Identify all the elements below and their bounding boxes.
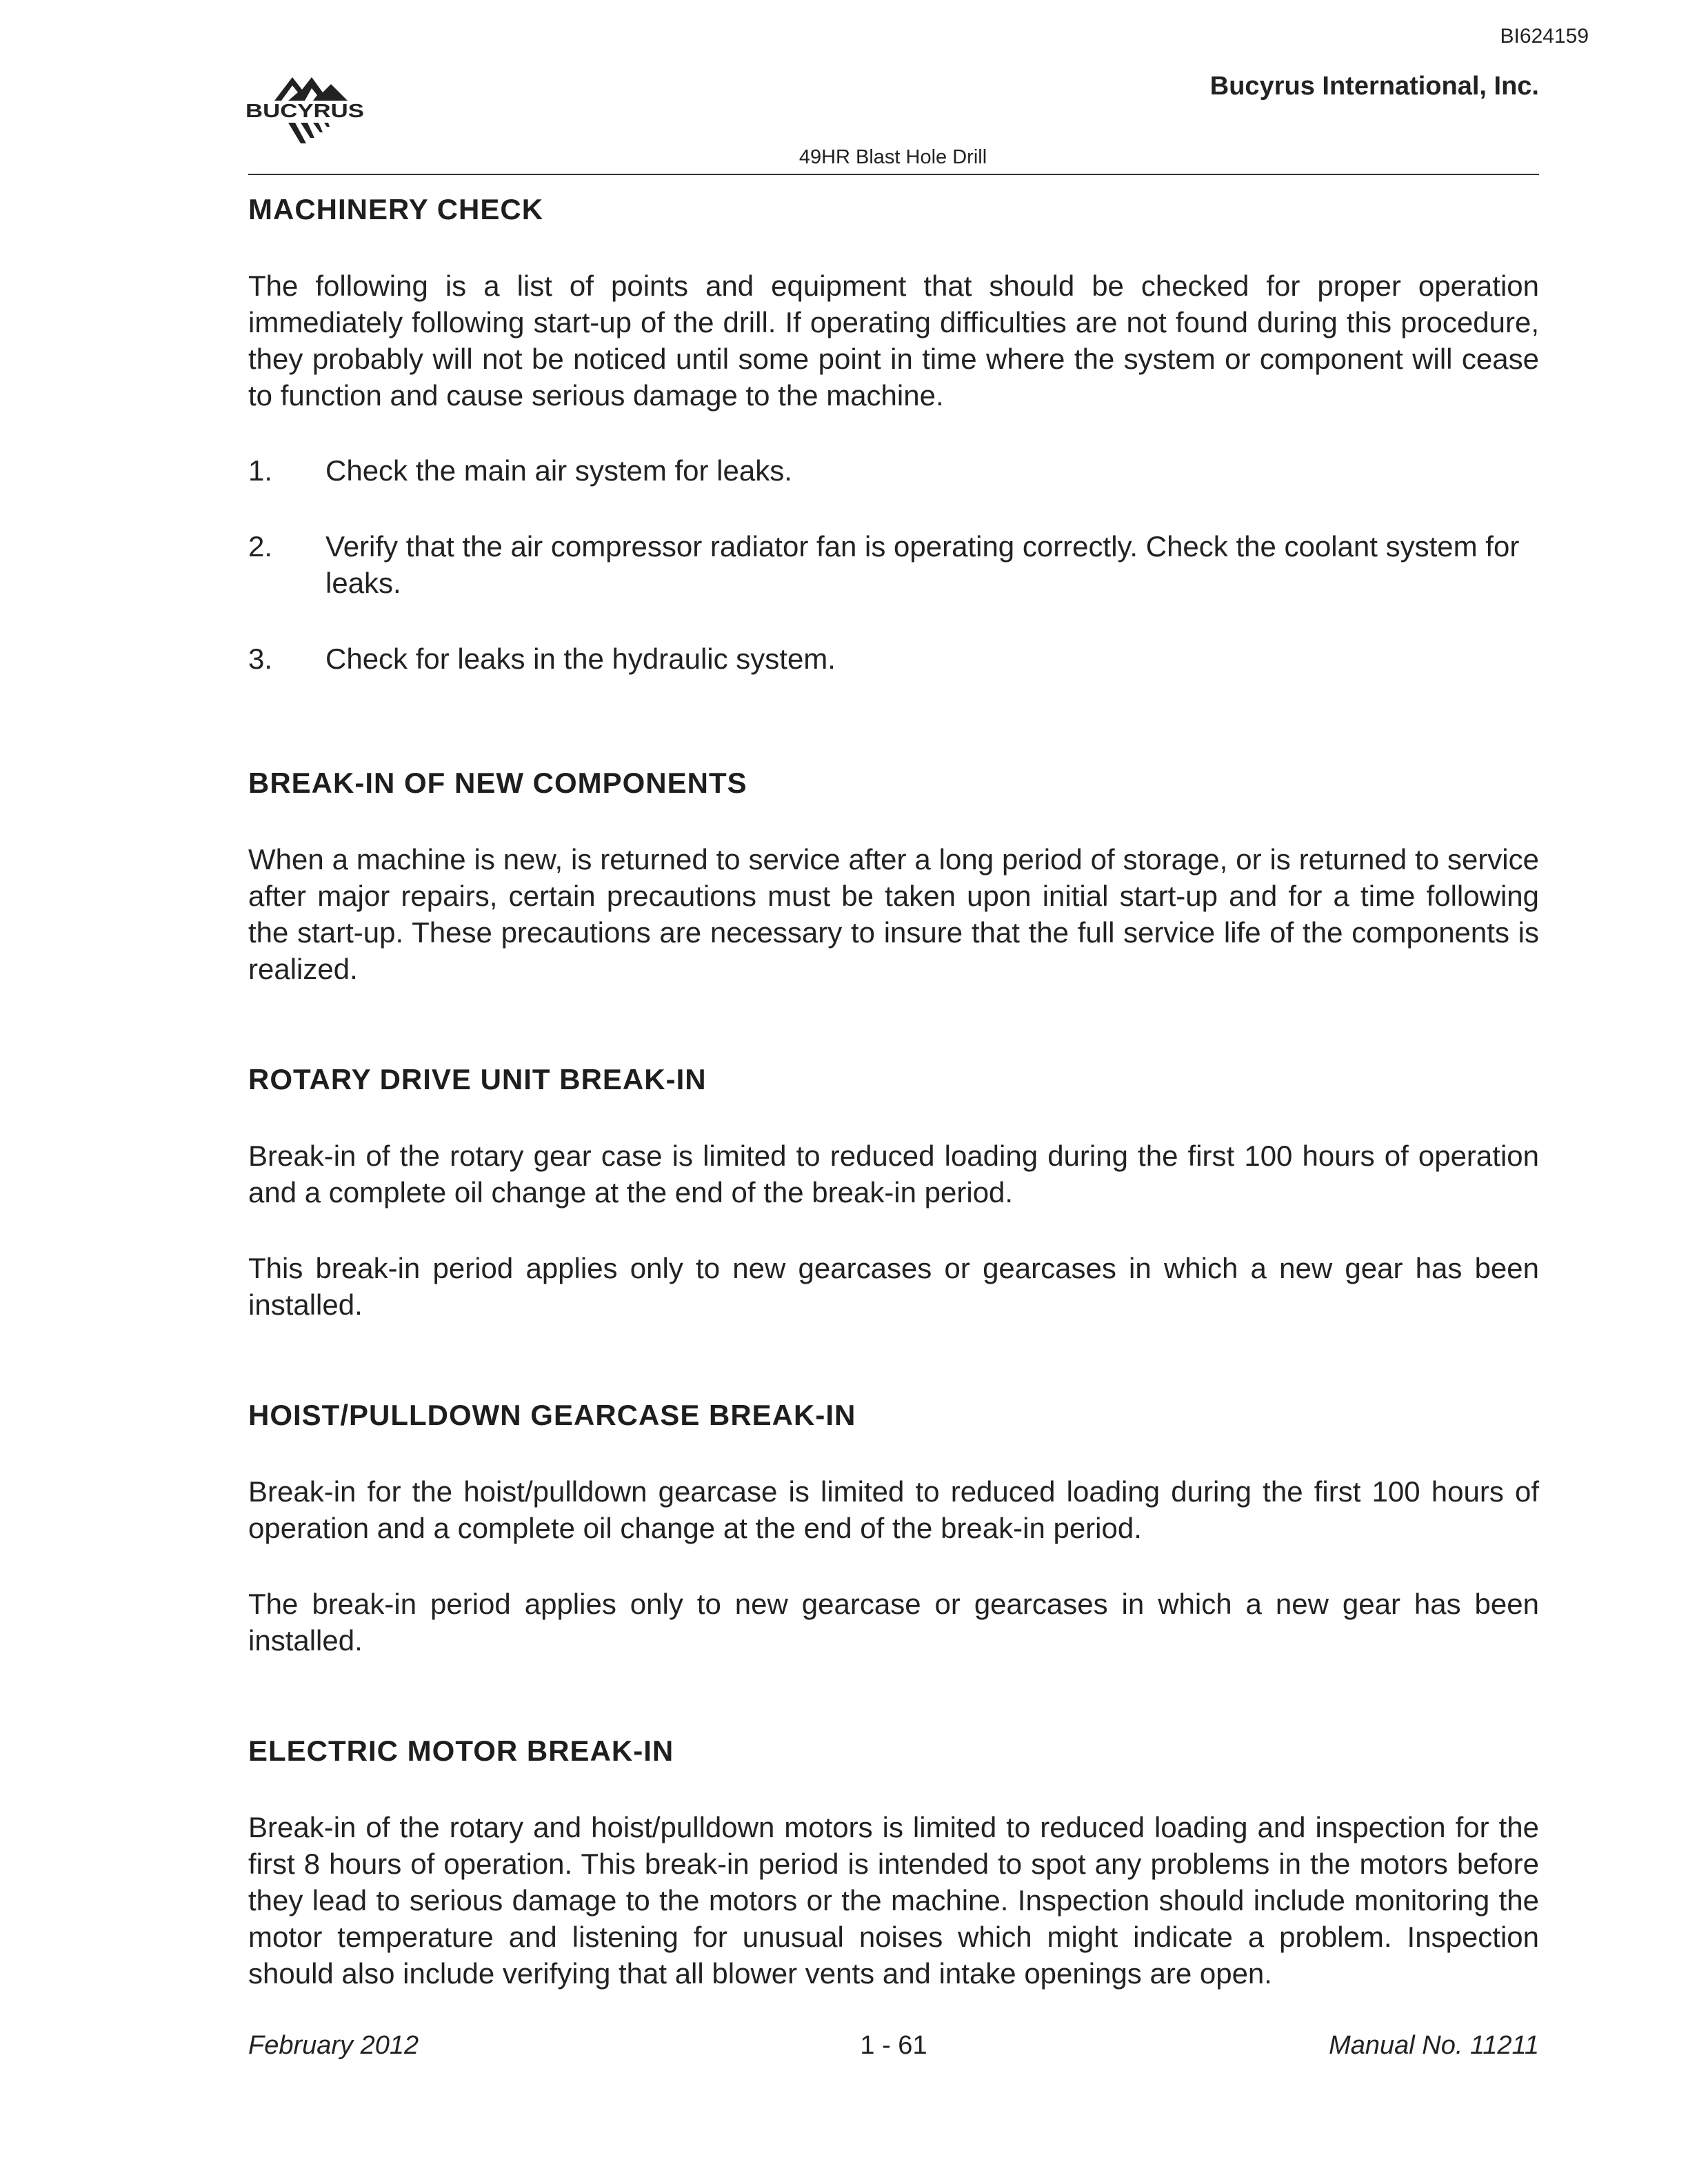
hoist-pulldown-paragraph-2: The break-in period applies only to new gearcase or gearcases in which a new gear has been installed. <box>248 1588 1539 1657</box>
list-item <box>248 640 1539 677</box>
list-item-text: Check the main air system for leaks. <box>325 454 792 487</box>
footer-manual-number: Manual No. 11211 <box>1329 2031 1539 2060</box>
list-item-text: Verify that the air compressor radiator fan is operating correctly. Check the coolant system for leaks. <box>325 530 1520 599</box>
document-body <box>248 193 1539 1992</box>
section-heading-machinery-check: MACHINERY CHECK <box>248 193 544 225</box>
header-divider <box>248 174 1539 175</box>
company-name: Bucyrus International, Inc. <box>1209 72 1539 101</box>
section-heading-hoist-pulldown: HOIST/PULLDOWN GEARCASE BREAK-IN <box>248 1399 856 1431</box>
list-item-number: 1. <box>248 454 273 487</box>
section-heading-break-in-new: BREAK-IN OF NEW COMPONENTS <box>248 767 747 799</box>
section-heading-rotary-drive: ROTARY DRIVE UNIT BREAK-IN <box>248 1063 707 1095</box>
list-item <box>248 528 1539 601</box>
section-heading-electric-motor: ELECTRIC MOTOR BREAK-IN <box>248 1735 674 1767</box>
list-item-number: 2. <box>248 530 273 563</box>
list-item-number: 3. <box>248 643 273 675</box>
hoist-pulldown-paragraph-1: Break-in for the hoist/pulldown gearcase is limited to reduced loading during the first 100 hours of operation and a complete oil change at the end of the break-in period. <box>248 1475 1539 1544</box>
document-id: BI624159 <box>1500 25 1589 48</box>
document-subtitle: 49HR Blast Hole Drill <box>798 146 987 168</box>
electric-motor-paragraph: Break-in of the rotary and hoist/pulldown motors is limited to reduced loading and inspection for the first 8 hours of operation. This break-in period is intended to spot any problems in the motors before they lead to serious damage to the motors or the machine. Inspection should include monitoring the motor temperature and listening for unusual noises which might indicate a problem. Inspection should also include verifying that all blower vents and intake openings are open. <box>248 1811 1539 1990</box>
footer-page-number: 1 - 61 <box>860 2031 927 2060</box>
rotary-drive-paragraph-1: Break-in of the rotary gear case is limited to reduced loading during the first 100 hours of operation and a complete oil change at the end of the break-in period. <box>248 1140 1539 1209</box>
bucyrus-logo <box>245 72 370 148</box>
bucyrus-logo-icon <box>245 72 370 148</box>
svg-text:BUCYRUS: BUCYRUS <box>245 100 364 121</box>
footer-date: February 2012 <box>248 2031 419 2060</box>
break-in-new-paragraph: When a machine is new, is returned to service after a long period of storage, or is returned to service after major repairs, certain precautions must be taken upon initial start-up and for a time following the start-up. These precautions are necessary to insure that the full service life of the components is realized. <box>248 843 1539 985</box>
rotary-drive-paragraph-2: This break-in period applies only to new gearcases or gearcases in which a new gear has been installed. <box>248 1252 1539 1321</box>
list-item-text: Check for leaks in the hydraulic system. <box>325 643 836 675</box>
machinery-check-intro: The following is a list of points and equipment that should be checked for proper operation immediately following start-up of the drill. If operating difficulties are not found during this procedure, they probably will not be noticed until some point in time where the system or component will cease to function and cause serious damage to the machine. <box>248 270 1539 412</box>
list-item <box>248 452 1539 489</box>
